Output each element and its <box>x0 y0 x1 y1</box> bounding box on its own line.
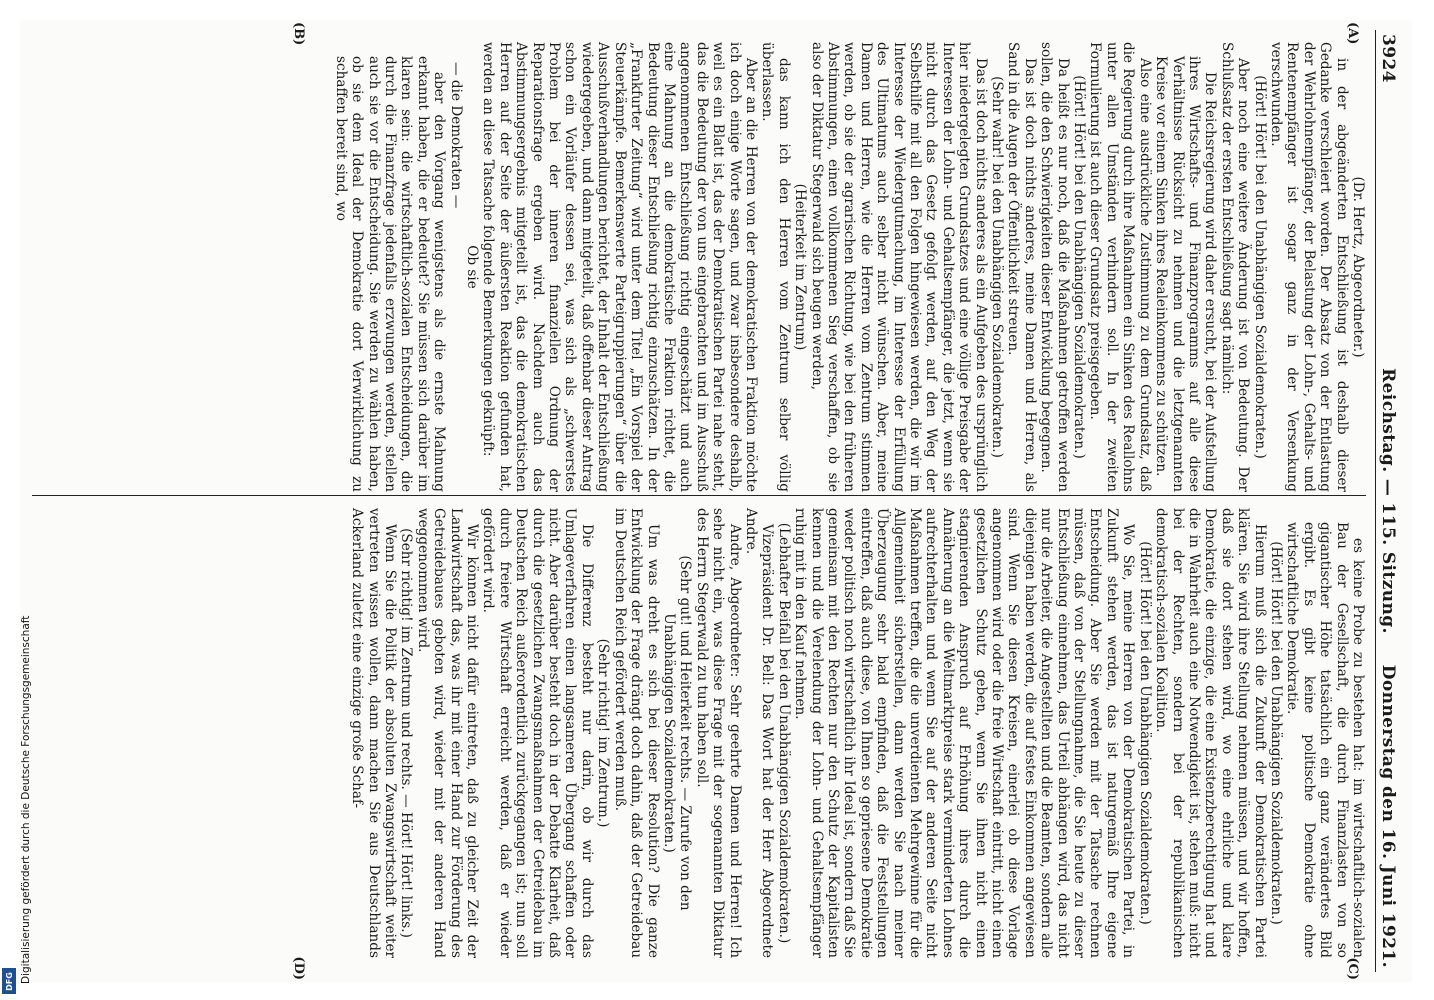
paragraph: Also eine ausdrückliche Zustimmung zu dem Grundsatz, daß die Regierung durch ihre Maßnahmen ein Sinken des Reallohns unter allen Umständen verhindern soll. In der zweiten Formulierung ist auch dieser Grundsatz preisgegeben. <box>1087 42 1153 492</box>
quotation-aside: — die Demokraten — <box>447 62 464 209</box>
dfg-logo-text: DFG <box>4 971 14 991</box>
right-column <box>349 508 1366 958</box>
president-remark: Vizepräsident Dr. Bell: Das Wort hat der Herr Abgeordnete Andre. <box>742 508 776 958</box>
margin-mark-b: (B) <box>291 22 306 46</box>
interjection: (Sehr richtig! im Zentrum und rechts. — Hört! Hört! links.) <box>398 528 415 938</box>
speaker-paragraph: Andre, Abgeordneter: Sehr geehrte Damen und Herren! Ich sehe nicht ein, was diese Frage mit der sogenannten Diktatur des Herrn Stegerwald zu tun haben soll. <box>693 508 743 958</box>
interjection: (Lebhafter Beifall bei den Unabhängigen Sozialdemokraten.) <box>775 522 792 944</box>
paragraph: das kann ich den Herren vom Zentrum selber völlig überlassen. <box>759 42 792 492</box>
quotation-intro: Ob sie <box>464 245 481 289</box>
page-number: 3924 <box>1378 34 1398 83</box>
interjection: (Sehr wahr! bei den Unabhängigen Sozialdemokraten.) <box>989 76 1006 458</box>
quotation: es keine Probe zu bestehen hat: im wirtschaftlich-sozialen Bau der Gesellschaft, die durch Finanzlasten von so gigantischer Höhe tatsächlich ein ganz verändertes Bild ergibt. Es gibt keine politische Demokratie ohne wirtschaftliche Demokratie. <box>1284 522 1366 958</box>
interjection: (Sehr gut! und Heiterkeit rechts. — Zurufe von den Unabhängigen Sozialdemokraten.) <box>660 555 694 911</box>
paragraph: Das ist doch nichts anderes, meine Damen und Herren, als Sand in die Augen der Öffentlichkeit streuen. <box>1005 42 1038 492</box>
interjection: (Sehr richtig! im Zentrum.) <box>595 638 612 828</box>
paragraph: Um was dreht es sich bei dieser Resolution? Die ganze Entwicklung der Frage drängt doch dahin, daß der Getreidebau im Deutschen Reich gefördert werden muß. <box>611 508 661 958</box>
paragraph: Da heißt es nur noch, daß die Maßnahmen getroffen werden sollen, die den Schwierigkeiten dieser Entwicklung begegnen. <box>1038 42 1071 492</box>
paragraph: Aber noch eine weitere Änderung ist von Bedeutung. Der Schlußsatz der ersten Entschließung sagt nämlich: <box>1218 42 1252 492</box>
interjection: (Heiterkeit im Zentrum) <box>792 183 809 351</box>
paragraph: Aber an die Herren von der demokratischen Fraktion möchte ich doch einige Worte sagen, und zwar insbesondere deshalb, weil es ein Blatt ist, das der Demokratischen Partei nahe steht, das die Bedeutung der von uns eingebrachten und im Ausschuß angenommenen Entschließung richtig eingeschätzt und auch eine Mahnung an die demokratische Fraktion richtet, die Bedeutung dieser Entschließung richtig einzuschätzen. In der „Frankfurter Zeitung“ wird unter dem Titel „Ein Vorspiel der Steuerkämpfe. Bemerkenswerte Parteigruppierungen“ über die Ausschußverhandlungen berichtet, der Inhalt der Entschließung wiedergegeben, und dann mitgeteilt, daß offenbar dieser Antrag schon ein Vorläufer dessen sei, was sich als „schwerstes Problem bei der inneren finanziellen Ordnung der Reparationsfrage ergeben wird. Nachdem auch das Abstimmungsergebnis mitgeteilt ist, das die demokratischen Herren auf der Seite der äußersten Reaktion gefunden hat, werden an diese Tatsache folgende Bemerkungen geknüpft: <box>480 42 759 492</box>
left-column <box>332 42 1366 492</box>
paragraph: Das ist doch nichts anderes als ein Aufgeben des ursprünglich hier niedergelegten Grundsatzes und eine völlige Preisgabe der Interessen der Lohn- und Gehaltsempfänger, die jetzt, wenn sie nicht durch das Gesetz gefolgt werden, auf den Weg der Selbsthilfe mit all den Folgen hingewiesen werden, die wir im Interesse der Wiedergutmachung, im Interesse der Erfüllung des Ultimatums auch selber nicht wünschen. Aber, meine Damen und Herren, wie die Herren vom Zentrum stimmen werden, ob sie der agrarischen Richtung, wie bei den früheren Abstimmungen, einen vollkommenen Sieg verschaffen, ob sie also der Diktatur Stegerwald sich beugen werden, <box>808 42 989 492</box>
column-divider <box>32 495 1366 496</box>
page-header <box>1375 30 1398 972</box>
paragraph: Die Differenz besteht nur darin, ob wir durch das Umlageverfahren einen langsameren Übergang schaffen oder nicht. Aber darüber besteht doch in der Debatte Klarheit, daß durch die gesetzlichen Zwangsmaßnahmen der Getreidebau im Deutschen Reich außerordentlich zurückgegangen ist; nun soll durch freiere Wirtschaft erreicht werden, daß er wieder gefördert wird. <box>480 508 595 958</box>
margin-mark-a: (A) <box>1345 22 1360 45</box>
quotation: aber den Vorgang wenigstens als die ernste Mahnung erkannt haben, die er bedeutet? Sie müssen sich darüber im klaren sein: die wirtschaftlich-sozialen Entscheidungen, die durch die Finanzfrage jedenfalls erzwungen werden, stellen auch sie vor die Entscheidung. Sie werden zu wählen haben, ob sie dem Ideal der Demokratie dort Verwirklichung zu schaffen bereit sind, wo <box>332 56 448 492</box>
scanned-page <box>20 20 1412 982</box>
interjection: (Hört! Hört! bei den Unabhängigen Sozialdemokraten.) <box>1267 541 1284 925</box>
interjection: (Hört! Hört! bei den Unabhängigen Sozialdemokraten.) <box>1251 75 1268 459</box>
page-content-rotated <box>20 20 1412 982</box>
paragraph: Hierum muß sich die Zukunft der Demokratischen Partei klären. Sie wird ihre Stellung nehmen müssen, und wir hoffen, daß sie dort stehen wird, wo eine ehrliche und klare Demokratie, die einzige, die eine Existenzberechtigung hat und die in Wahrheit auch eine Notwendigkeit ist, stehen muß: nicht bei der Rechten, sondern bei der republikanischen demokratisch-sozialen Koalition. <box>1153 508 1268 958</box>
speaker-label: (Dr. Hertz, Abgeordneter.) <box>1350 176 1366 358</box>
paragraph: Wir können nicht dafür eintreten, daß zu gleicher Zeit der Landwirtschaft das, was ihr mit einer Hand zur Förderung des Getreidebaues geboten wird, wieder mit der anderen Hand weggenommen wird. <box>414 508 481 958</box>
credit-text: Digitalisierung gefördert durch die Deutsche Forschungsgemeinschaft <box>20 615 32 984</box>
margin-mark-d: (D) <box>291 956 306 980</box>
margin-mark-c: (C) <box>1345 957 1360 980</box>
paragraph: Wenn Sie die Politik der absoluten Zwangswirtschaft weiter vertreten wissen wollen, dann machen Sie aus Deutschlands Ackerland zuletzt eine einzige große Schaf- <box>349 508 399 958</box>
paragraph: Wo Sie, meine Herren von der Demokratischen Partei, in Zukunft stehen werden, das ist naturgemäß Ihre eigene Entscheidung. Aber Sie werden mit der Tatsache rechnen müssen, daß von der Stellungnahme, die Sie heute zu dieser Entschließung einnehmen, das Urteil abhängen wird, das nicht nur die Arbeiter, die Angestellten und die Beamten, sondern alle diejenigen haben werden, die auf festes Einkommen angewiesen sind. Wenn Sie diesen Kreisen, einerlei ob diese Vorlage angenommen wird oder die freie Wirtschaft eintritt, nicht einen gesetzlichen Schutz geben, wenn Sie ihnen nicht einen stagnierenden Anspruch auf Erhöhung ihres durch die Annäherung an die Weltmarktpreise stark verminderten Lohnes aufrechterhalten und wenn Sie auf der anderen Seite nicht Maßnahmen treffen, die die unverdienten Mehrgewinne für die Allgemeinheit sicherstellen, dann werden Sie nach meiner Überzeugung sehr bald empfinden, daß die Feststellungen eintreffen, daß auch diese, von Ihnen so gepriesene Demokratie weder politisch noch wirtschaftlich ihr Ideal ist, sondern daß Sie gemeinsam mit den Rechten nur den Schutz der Kapitalisten kennen und die Verelendung der Lohn- und Gehaltsempfänger ruhig mit in den Kauf nehmen. <box>792 508 1137 958</box>
quotation: Die Reichsregierung wird daher ersucht, bei der Aufstellung ihres Wirtschafts- und Finanzprogramms auf alle diese Verhältnisse Rücksicht zu nehmen und die letztgenannten Kreise vor einem Sinken ihres Realeinkommens zu schützen. <box>1153 56 1219 492</box>
session-title: Reichstag. — 115. Sitzung. <box>1378 368 1398 634</box>
digitization-credit <box>2 0 32 1000</box>
interjection: (Hört! Hört! bei den Unabhängigen Sozialdemokraten.) <box>1071 75 1088 459</box>
dfg-logo <box>2 968 16 994</box>
interjection: (Hört! Hört! bei den Unabhängigen Sozialdemokraten.) <box>1136 541 1153 925</box>
paragraph: in der abgeänderten Entschließung ist deshalb dieser Gedanke verschleiert worden. Der Absatz von der Entlastung der Wehrlohnempfänger, der Belastung der Lohn-, Gehalts- und Rentenempfänger ist sogar ganz in der Versenkung verschwunden. <box>1267 42 1350 492</box>
session-date: Donnerstag den 16. Juni 1921. <box>1378 664 1398 968</box>
